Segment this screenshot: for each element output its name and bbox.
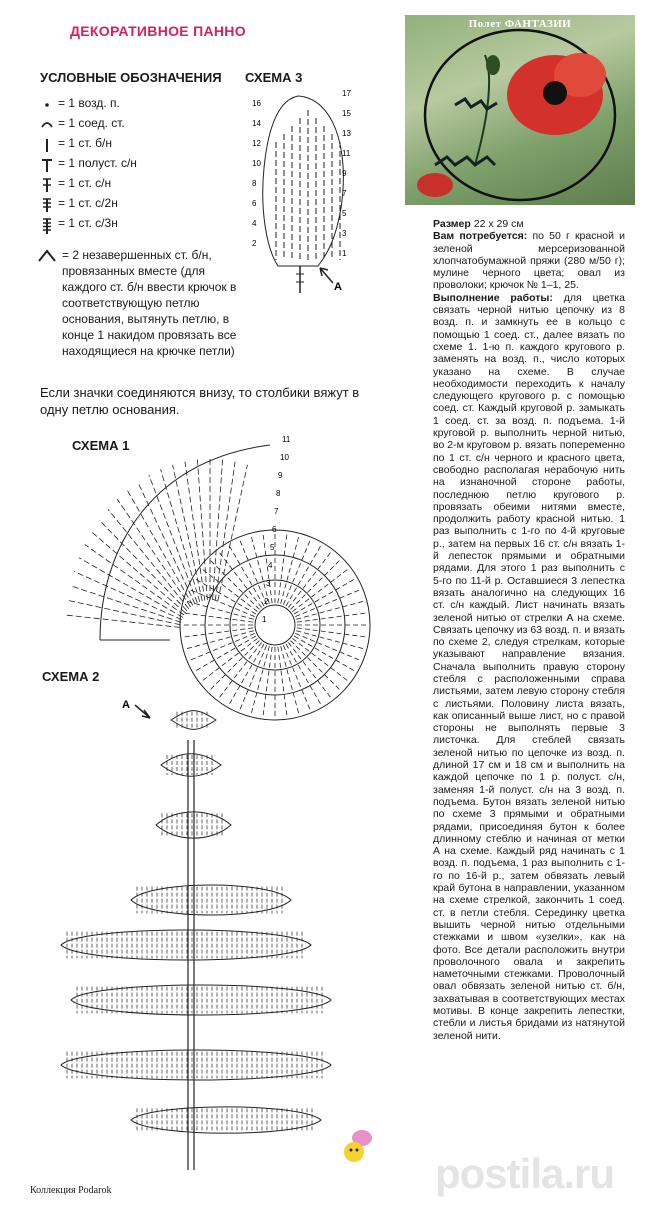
legend-item: = 1 возд. п. [36,96,236,116]
row-number: 9 [342,169,347,178]
row-number: 2 [252,239,257,248]
row-number: 8 [276,489,281,498]
scheme-2-label: СХЕМА 2 [42,669,100,684]
needs-value: по 50 г красной и зеленой мерсеризованной хлопчатобумажной пряжи (280 м/50 г); мулине черного цвета; овал из проволоки; крючок № 1–1, 25. [433,230,625,292]
legend-item: = 1 ст. с/2н [36,196,236,216]
legend-multi-text: = 2 незавершенных ст. б/н, провязанных вместе (для каждого ст. б/н ввести крючок в соответствующую петлю основания, вытянуть петлю, в конце 1 накидом провязать все находящиеся на крючке петли) [62,248,237,358]
row-number: 8 [252,179,257,188]
scheme-2-diagram [40,680,370,1180]
needs-label: Вам потребуется: [433,230,528,243]
row-number: 6 [252,199,257,208]
leaf-segment [161,754,221,777]
flower-photo [405,15,635,205]
scheme-3-marker: А [334,281,342,293]
poppy-illustration [405,15,635,205]
row-number: 16 [252,99,261,108]
double-cross-icon [36,196,58,213]
row-number: 7 [342,189,347,198]
row-number: 7 [274,507,279,516]
size-label: Размер [433,218,471,230]
legend-item: = 1 ст. с/3н [36,216,236,236]
row-number: 1 [262,615,267,624]
cross-icon [36,176,58,193]
scheme-1-label: СХЕМА 1 [72,438,130,453]
row-number: 9 [278,471,283,480]
legend-item: = 1 ст. с/н [36,176,236,196]
watermark: postila.ru [435,1150,615,1197]
scheme-3-diagram [238,88,368,298]
work-value: для цветка связать черной нитью цепочку из 8 возд. п. и замкнуть ее в кольцо с помощью 1 соед. ст., далее вязать по схеме 1. 1-ю п. каждого кругового р. заменять на возд. п., число которых указано на схеме. В случае необходимости переходить к началу следующего кругового р. с помощью соед. ст. Каждый круговой р. замыкать 1 соед. ст. за возд. п. подъема. 1-й круговой р. выполнить черной нитью, во 2-м круговом р. вязать попеременно по 1 ст. с/н черного и красного цвета, свободно располагая нерабочую нить на изнаночной стороне работы, последнюю петлю кругового р. провязать обеими нитями вместе, продолжить работу красной нитью. 1 раз выполнить с 1-го по 4-й круговые р., затем на первых 16 ст. с/н вязать 1-й лепесток прямыми и обратными рядами. Для этого 1 раз выполнить с 5-го по 11-й р. Оставшиеся 3 лепестка вязать аналогично на следующих 16 ст. с/н каждый. Лист начинать вязать зеленой нитью от стрелки А на схеме. Связать цепочку из 63 возд. п. и вязать по схеме 2, следуя стрелкам, которые указывают направление вязания. Сначала выполнить правую сторону стебля с расположенными справа листьями, затем левую сторону стебля с листьями. Половину листа вязать, как описанный выше лист, но с правой стороны не выполнять первые 3 листочка. Для стеблей связать зеленой нитью по цепочке из возд. п. длиной 17 см и 18 см и выполнить на каждой цепочке по 1 р. полуст. с/н, заменяя 1-й полуст. с/н на 3 возд. п. подъема. Бутон вязать зеленой нитью по схеме 3 прямыми и обратными рядами, присоединяя бутон к более длинному стеблю и начиная от метки А на схеме. Каждый ряд начинать с 1 возд. п. подъема, 1 раз выполнить с 1-го по 16-й р., затем обвязать левый край бутона в направлении, указанном на схеме стрелкой, закончить 1 соед. ст. в петли стебля. Серединку цветка вышить черной нитью отдельными стежками и швом «узелки», как на фото. Все детали расположить внутри проволочного овала и закрепить наметочными стежками. Проволочный овал обвязать зеленой нитью ст. б/н, захватывая в соответствующих местах мотивы. В конце закрепить лепестки, стебли и листья бридами из натянутой зеленой нити. [433,291,626,1042]
leaf-segment [131,1107,321,1133]
row-number: 1 [342,249,347,258]
row-number: 2 [264,597,269,606]
dot-icon [36,96,58,111]
row-number: 5 [342,209,347,218]
legend-list [36,96,236,236]
row-number: 11 [282,435,291,444]
t-icon [36,156,58,173]
decrease-icon [36,247,58,268]
row-number: 6 [272,525,277,534]
row-number: 11 [342,149,351,158]
row-number: 17 [342,89,351,98]
row-number: 10 [252,159,261,168]
note-text: Если значки соединяются внизу, то столбики вяжут в одну петлю основания. [40,385,360,417]
legend-item: = 1 ст. б/н [36,136,236,156]
collection-credit: Коллекция Podarok [30,1185,112,1196]
row-number: 3 [342,229,347,238]
row-number: 3 [266,579,271,588]
leaf-segment [61,1050,331,1080]
work-label: Выполнение работы: [433,291,553,304]
row-number: 14 [252,119,261,128]
arc-icon [36,116,58,131]
leaf-segment [71,985,331,1015]
bar-icon [36,136,58,153]
leaf-segment [171,711,216,730]
row-number: 15 [342,109,351,118]
row-number: 4 [252,219,257,228]
scheme-1-diagram [90,430,370,710]
photo-caption: Полет ФАНТАЗИИ [468,18,572,30]
page-title: ДЕКОРАТИВНОЕ ПАННО [70,23,246,39]
instructions-text [433,218,625,1042]
leaf-segment [61,930,311,960]
scheme-2-marker: А [122,699,130,711]
row-number: 12 [252,139,261,148]
legend-item: = 1 полуст. с/н [36,156,236,176]
size-value: 22 х 29 см [473,218,524,230]
row-number: 5 [270,543,275,552]
triple-cross-icon [36,216,58,235]
row-number: 13 [342,129,351,138]
scheme-3-label: СХЕМА 3 [245,70,303,85]
legend-title: УСЛОВНЫЕ ОБОЗНАЧЕНИЯ [40,70,222,85]
leaf-segment [131,885,291,915]
row-number: 4 [268,561,273,570]
legend-item: = 1 соед. ст. [36,116,236,136]
cartoon-flower-icon [340,1128,376,1168]
row-number: 10 [280,453,289,462]
